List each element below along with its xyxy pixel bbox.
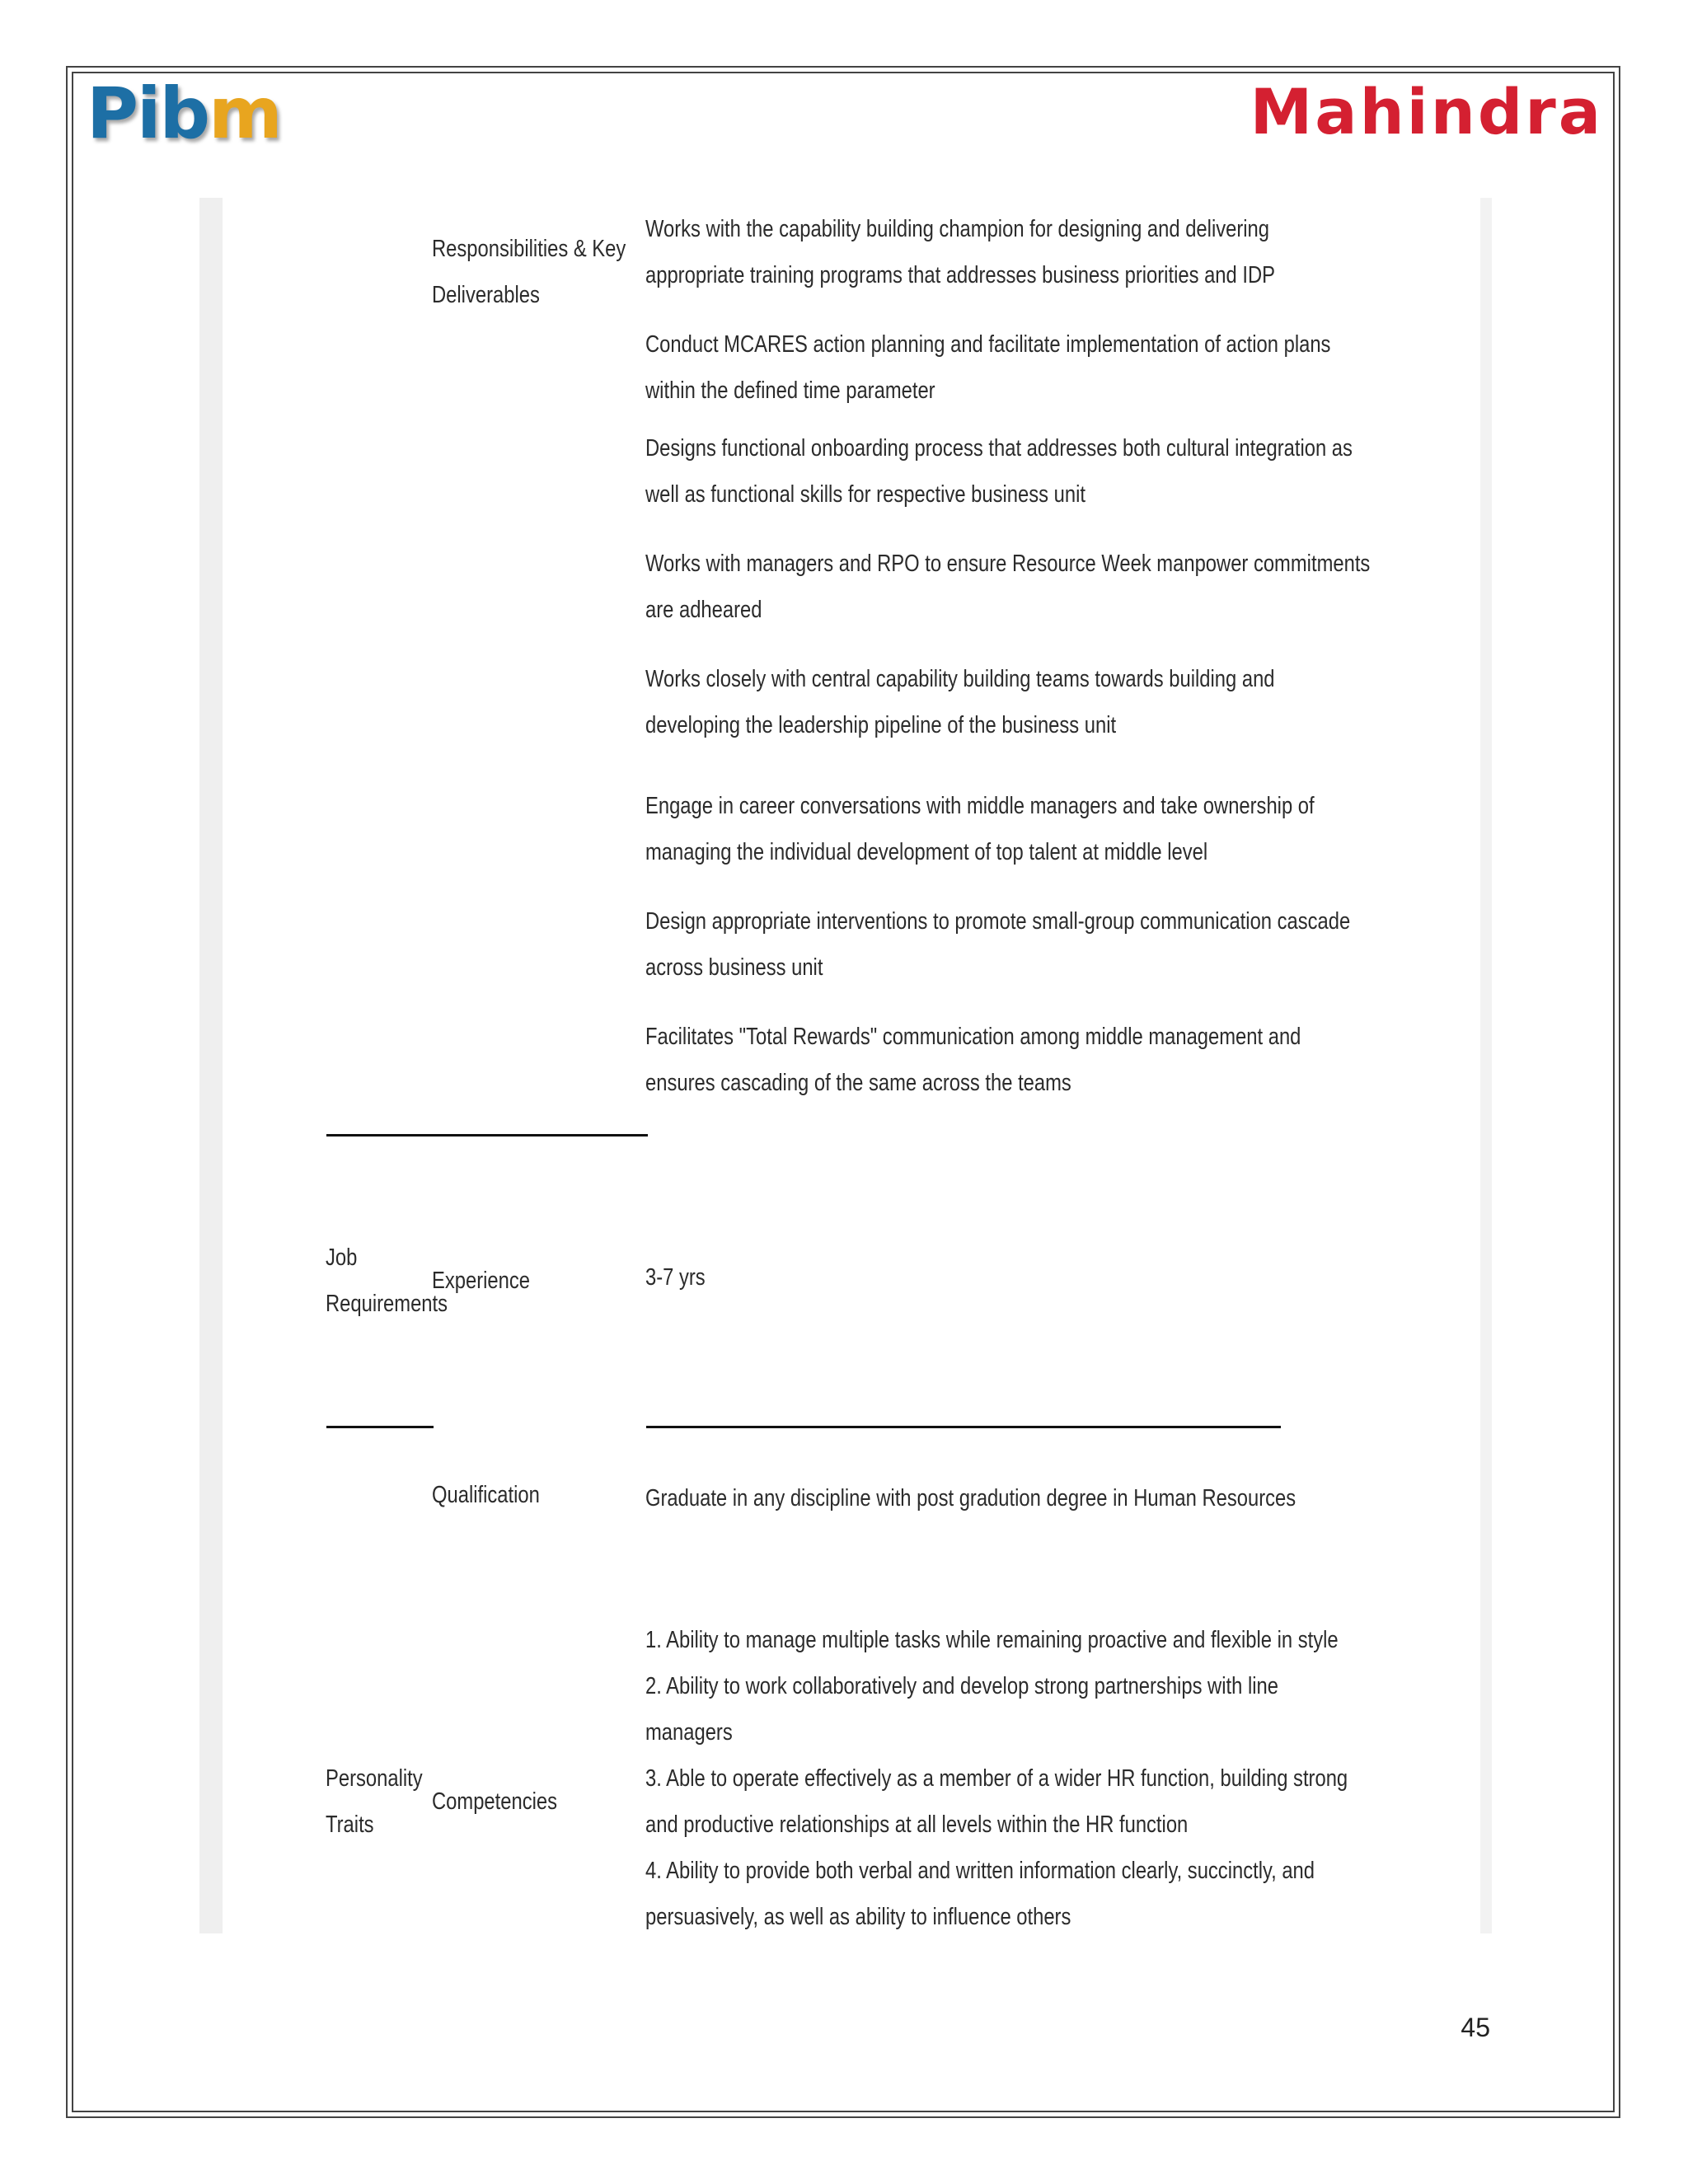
responsibility-item-3-line1: Designs functional onboarding process that addresses both cultural integration as [645,435,1353,462]
job-requirements-label-line2: Requirements [326,1291,448,1317]
responsibility-item-7-line2: across business unit [645,954,823,981]
responsibility-item-4-line2: are adheared [645,597,762,623]
page-number: 45 [1461,2013,1490,2042]
responsibility-item-5-line1: Works closely with central capability building teams towards building and [645,666,1275,692]
responsibility-item-2-line2: within the defined time parameter [645,377,935,404]
responsibility-item-1-line1: Works with the capability building champion for designing and delivering [645,216,1270,242]
right-shade-panel [1480,198,1492,1933]
experience-value: 3-7 yrs [645,1264,706,1291]
competency-line-6: 4. Ability to provide both verbal and written information clearly, succinctly, and [645,1858,1315,1884]
competency-line-4: 3. Able to operate effectively as a member of a wider HR function, building strong [645,1765,1348,1792]
responsibility-item-1-line2: appropriate training programs that addresses business priorities and IDP [645,262,1276,288]
experience-label: Experience [432,1268,530,1294]
competency-line-3: managers [645,1719,733,1746]
section-divider-1 [326,1134,648,1137]
competencies-label: Competencies [432,1788,558,1815]
responsibilities-label-line2: Deliverables [432,282,540,308]
personality-traits-label-line2: Traits [326,1811,374,1838]
responsibility-item-4-line1: Works with managers and RPO to ensure Resource Week manpower commitments [645,551,1371,577]
responsibility-item-2-line1: Conduct MCARES action planning and facilitate implementation of action plans [645,331,1331,358]
section-divider-2b [646,1426,1281,1428]
responsibility-item-6-line1: Engage in career conversations with middle managers and take ownership of [645,793,1315,819]
responsibility-item-8-line1: Facilitates "Total Rewards" communication among middle management and [645,1024,1301,1050]
responsibility-item-3-line2: well as functional skills for respective business unit [645,481,1085,508]
left-shade-panel [199,198,223,1933]
responsibility-item-6-line2: managing the individual development of top talent at middle level [645,839,1208,865]
responsibility-item-8-line2: ensures cascading of the same across the teams [645,1070,1071,1096]
section-divider-2a [326,1426,434,1428]
competency-line-2: 2. Ability to work collaboratively and develop strong partnerships with line [645,1673,1278,1699]
pibm-logo: Pibm [87,73,281,155]
competency-line-5: and productive relationships at all levels within the HR function [645,1811,1189,1838]
competency-line-7: persuasively, as well as ability to influence others [645,1904,1071,1930]
personality-traits-label-line1: Personality [326,1765,423,1792]
mahindra-logo: Mahindra [1250,75,1603,148]
responsibility-item-7-line1: Design appropriate interventions to promote small-group communication cascade [645,908,1351,935]
job-requirements-label-line1: Job [326,1244,358,1271]
qualification-label: Qualification [432,1482,540,1508]
qualification-value: Graduate in any discipline with post gradution degree in Human Resources [645,1485,1296,1511]
competency-line-1: 1. Ability to manage multiple tasks while remaining proactive and flexible in style [645,1627,1339,1653]
responsibilities-label-line1: Responsibilities & Key [432,236,626,262]
responsibility-item-5-line2: developing the leadership pipeline of the business unit [645,712,1117,738]
